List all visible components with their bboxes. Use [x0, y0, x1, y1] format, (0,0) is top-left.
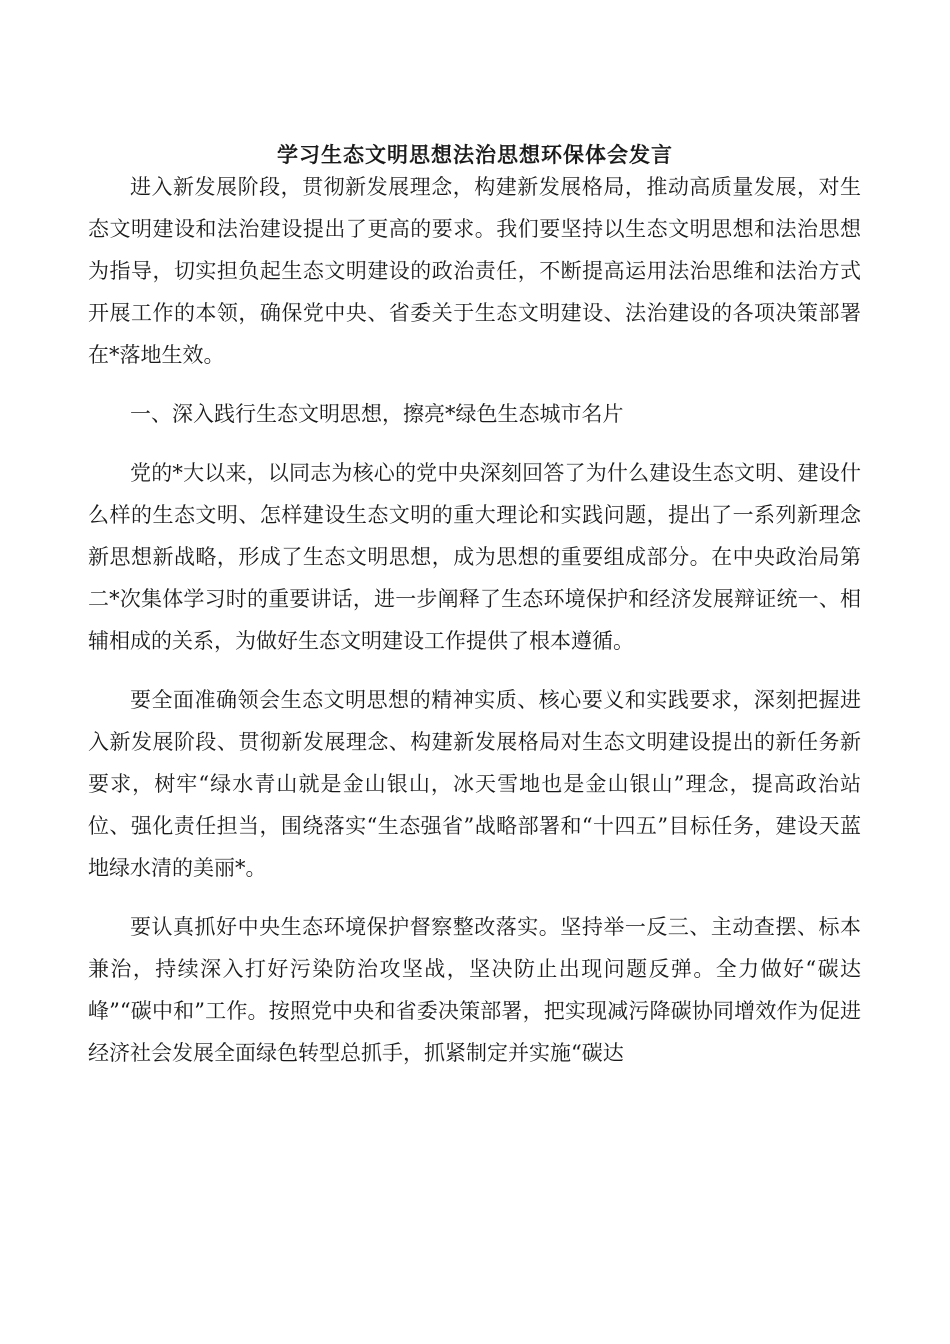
document-title: 学习生态文明思想法治思想环保体会发言: [277, 143, 673, 167]
document-body: [88, 166, 861, 1091]
paragraph: 要全面准确领会生态文明思想的精神实质、核心要义和实践要求，深刻把握进入新发展阶段、贯彻新发展理念、构建新发展格局对生态文明建设提出的新任务新要求，树牢“绿水青山就是金山银山，冰天雪地也是金山银山”理念，提高政治站位、强化责任担当，围绕落实“生态强省”战略部署和“十四五”目标任务，建设天蓝地绿水清的美丽*。: [88, 688, 861, 880]
paragraph: 要认真抓好中央生态环境保护督察整改落实。坚持举一反三、主动查摆、标本兼治，持续深入打好污染防治攻坚战，坚决防止出现问题反弹。全力做好“碳达峰”“碳中和”工作。按照党中央和省委决策部署，把实现减污降碳协同增效作为促进经济社会发展全面绿色转型总抓手，抓紧制定并实施“碳达: [88, 915, 861, 1065]
paragraph: 进入新发展阶段，贯彻新发展理念，构建新发展格局，推动高质量发展，对生态文明建设和法治建设提出了更高的要求。我们要坚持以生态文明思想和法治思想为指导，切实担负起生态文明建设的政治责任，不断提高运用法治思维和法治方式开展工作的本领，确保党中央、省委关于生态文明建设、法治建设的各项决策部署在*落地生效。: [88, 175, 861, 367]
section-heading: 一、深入践行生态文明思想，擦亮*绿色生态城市名片: [130, 402, 624, 426]
paragraph: 党的*大以来，以同志为核心的党中央深刻回答了为什么建设生态文明、建设什么样的生态文明、怎样建设生态文明的重大理论和实践问题，提出了一系列新理念新思想新战略，形成了生态文明思想，成为思想的重要组成部分。在中央政治局第二*次集体学习时的重要讲话，进一步阐释了生态环境保护和经济发展辩证统一、相辅相成的关系，为做好生态文明建设工作提供了根本遵循。: [88, 461, 861, 653]
